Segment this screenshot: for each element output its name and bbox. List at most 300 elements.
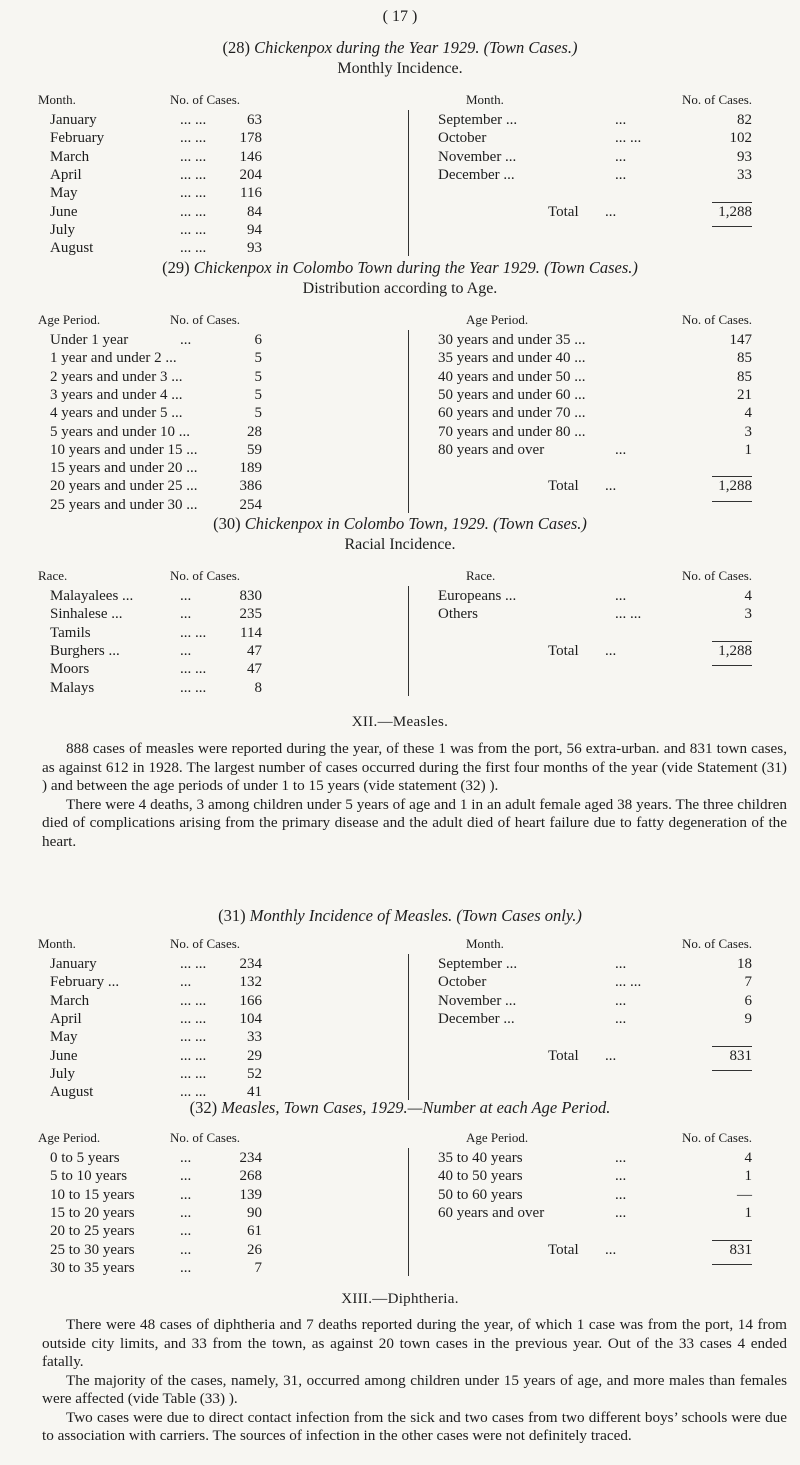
- t32-left-label: 20 to 25 years: [50, 1223, 135, 1240]
- t32-left-row: [0, 1168, 400, 1186]
- t29-total-rule-top: [712, 476, 752, 477]
- t29-right-label: 80 years and over: [438, 441, 545, 458]
- t28-left-label: March: [50, 148, 90, 165]
- t28-left-value: 178: [239, 130, 262, 147]
- t30-left-value: 114: [240, 624, 262, 641]
- t31-right-row: [400, 993, 800, 1011]
- t32-right-dots: ...: [615, 1168, 627, 1185]
- t32-right-value: —: [737, 1186, 752, 1203]
- t32-left-row: [0, 1150, 400, 1168]
- t31-left-row: [0, 993, 400, 1011]
- t32-left-dots: ...: [180, 1186, 192, 1203]
- t31-total-row: [400, 1048, 800, 1066]
- t28-left-row: [0, 130, 400, 148]
- t28-right-value: 82: [737, 112, 752, 128]
- t30-right-row: [400, 606, 800, 624]
- t29-right-row: [400, 405, 800, 423]
- t31-left-row: [0, 956, 400, 974]
- t30-total-dots: ...: [605, 642, 617, 659]
- t28-header-left-label: Month.: [38, 92, 76, 107]
- t29-total-row: [400, 478, 800, 496]
- t29-right-value: 3: [744, 423, 752, 440]
- t31-left-dots: ... ...: [180, 1029, 207, 1046]
- t28-total-rule-bottom: [712, 226, 752, 227]
- t32-total-row: [400, 1242, 800, 1260]
- table-28-subtitle: Monthly Incidence.: [337, 60, 463, 77]
- t32-right-row: [400, 1168, 800, 1186]
- t32-right-row: [400, 1150, 800, 1168]
- table-32-title-italic: Measles, Town Cases, 1929.—Number at each Age Period.: [221, 1098, 611, 1117]
- t29-header-right-count: No. of Cases.: [682, 312, 753, 327]
- t30-left-row: [0, 643, 400, 661]
- t28-left-row: [0, 167, 400, 185]
- table-31-title: [0, 906, 800, 926]
- table-28-title-italic: Chickenpox during the Year 1929.: [254, 38, 480, 57]
- t29-left-value: 386: [239, 478, 262, 495]
- t28-left-value: 116: [240, 185, 262, 202]
- t32-left-value: 90: [247, 1204, 262, 1221]
- t29-left-row: [0, 460, 400, 478]
- t30-left-label: Tamils: [50, 624, 91, 641]
- t29-left-value: 5: [254, 368, 262, 385]
- t30-left-dots: ...: [180, 642, 192, 659]
- t32-header-right-label: Age Period.: [466, 1130, 529, 1145]
- t32-total-rule-top: [712, 1240, 752, 1241]
- t28-right-value: 102: [729, 130, 752, 147]
- t28-left-row: [0, 240, 400, 258]
- t31-right-label: December ...: [438, 1010, 515, 1027]
- t28-left-dots: ... ...: [180, 185, 207, 202]
- t32-right-value: 1: [744, 1204, 752, 1221]
- table-29-title: [0, 258, 800, 278]
- t32-column-divider: [408, 1148, 409, 1276]
- t32-left-dots: ...: [180, 1259, 192, 1276]
- t28-left-dots: ... ...: [180, 240, 207, 257]
- t32-left-dots: ...: [180, 1241, 192, 1258]
- t29-left-value: 5: [254, 350, 262, 367]
- t32-header-right-count: No. of Cases.: [682, 1130, 753, 1145]
- t28-left-label: July: [50, 221, 76, 238]
- t30-left-value: 47: [247, 661, 262, 678]
- t28-right-row: [400, 149, 800, 167]
- t29-left-value: 189: [239, 460, 262, 477]
- t31-right-dots: ...: [615, 1010, 627, 1027]
- t31-right-value: 6: [744, 992, 752, 1009]
- t29-left-row: [0, 405, 400, 423]
- t32-left-label: 0 to 5 years: [50, 1150, 120, 1166]
- t28-left-value: 146: [239, 148, 262, 165]
- t29-right-dots: ...: [615, 441, 627, 458]
- t28-right-dots: ...: [615, 148, 627, 165]
- t31-right-label: October: [438, 974, 487, 991]
- t28-left-label: June: [50, 203, 78, 220]
- table-31-number: (31): [218, 906, 246, 925]
- t29-column-divider: [408, 330, 409, 513]
- t28-right-label: November ...: [438, 148, 517, 165]
- table-29-subtitle: Distribution according to Age.: [302, 280, 498, 297]
- t32-total-dots: ...: [605, 1241, 617, 1258]
- table-31-title-italic: Monthly Incidence of Measles. (Town Cases only.): [249, 906, 582, 925]
- t29-left-label: 1 year and under 2 ...: [50, 350, 177, 367]
- t30-header-left-label: Race.: [38, 568, 68, 583]
- t30-left-value: 47: [247, 642, 262, 659]
- t28-left-dots: ... ...: [180, 148, 207, 165]
- table-30-title: [0, 514, 800, 534]
- t29-left-row: [0, 332, 400, 350]
- t28-right-row: [400, 167, 800, 185]
- t32-left-label: 5 to 10 years: [50, 1168, 128, 1185]
- t28-left-row: [0, 204, 400, 222]
- t29-right-value: 85: [737, 368, 752, 385]
- t28-left-dots: ... ...: [180, 221, 207, 238]
- t29-right-value: 4: [744, 405, 752, 422]
- measles-paragraph-2: There were 4 deaths, 3 among children under 5 years of age and 1 in an adult female aged 38 years. The three children died of complications arising from the primary disease and the adult died of heart failure due to fatty degeneration of the heart.: [42, 795, 787, 850]
- t30-left-label: Burghers ...: [50, 642, 120, 659]
- t32-total-value: 831: [729, 1241, 752, 1258]
- t29-right-label: 40 years and under 50 ...: [438, 368, 586, 385]
- t32-left-label: 25 to 30 years: [50, 1241, 135, 1258]
- t29-right-value: 21: [737, 386, 752, 403]
- table-30-title-italic: Chickenpox in Colombo Town, 1929.: [244, 514, 489, 533]
- t30-total-rule-bottom: [712, 665, 752, 666]
- t30-total-row: [400, 643, 800, 661]
- t30-left-label: Moors: [50, 661, 90, 678]
- t32-left-dots: ...: [180, 1168, 192, 1185]
- t32-left-label: 30 to 35 years: [50, 1259, 135, 1276]
- t29-left-row: [0, 478, 400, 496]
- t28-left-value: 94: [247, 221, 262, 238]
- t28-left-row: [0, 185, 400, 203]
- t30-column-divider: [408, 586, 409, 696]
- t28-total-label: Total: [548, 203, 579, 220]
- t29-right-row: [400, 387, 800, 405]
- t31-total-label: Total: [548, 1047, 579, 1064]
- t30-left-dots: ... ...: [180, 624, 207, 641]
- t30-left-dots: ... ...: [180, 679, 207, 696]
- t29-left-value: 254: [239, 496, 262, 513]
- t28-right-dots: ...: [615, 112, 627, 128]
- t32-left-value: 139: [239, 1186, 262, 1203]
- t30-left-label: Sinhalese ...: [50, 606, 123, 623]
- table-32-number: (32): [189, 1098, 218, 1117]
- t32-header-left-count: No. of Cases.: [170, 1130, 241, 1145]
- t32-right-label: 40 to 50 years: [438, 1168, 523, 1185]
- t29-left-row: [0, 442, 400, 460]
- t28-right-value: 33: [737, 166, 752, 183]
- t28-right-dots: ... ...: [615, 130, 642, 147]
- t30-left-label: Malayalees ...: [50, 588, 134, 604]
- t32-header-left-label: Age Period.: [38, 1130, 101, 1145]
- t30-right-dots: ...: [615, 588, 627, 604]
- t31-header-right-count: No. of Cases.: [682, 936, 753, 951]
- t29-total-dots: ...: [605, 478, 617, 495]
- t30-left-label: Malays: [50, 679, 95, 696]
- t28-header-right-label: Month.: [466, 92, 504, 107]
- t32-right-dots: ...: [615, 1150, 627, 1166]
- page-number: ( 17 ): [382, 8, 418, 25]
- t32-right-row: [400, 1205, 800, 1223]
- t31-right-dots: ...: [615, 992, 627, 1009]
- t29-left-value: 5: [254, 386, 262, 403]
- t32-left-row: [0, 1205, 400, 1223]
- t29-total-label: Total: [548, 478, 579, 495]
- t31-left-label: January: [50, 956, 97, 972]
- t28-right-row: [400, 130, 800, 148]
- t29-left-row: [0, 497, 400, 515]
- t28-right-row: [400, 112, 800, 130]
- t29-right-label: 70 years and under 80 ...: [438, 423, 586, 440]
- t31-right-label: September ...: [438, 956, 518, 972]
- t29-right-value: 147: [729, 332, 752, 348]
- t28-header-right-count: No. of Cases.: [682, 92, 753, 107]
- t31-left-label: March: [50, 992, 90, 1009]
- t32-left-value: 268: [239, 1168, 262, 1185]
- t29-left-value: 6: [254, 332, 262, 348]
- t31-left-label: August: [50, 1084, 94, 1101]
- t31-left-value: 52: [247, 1065, 262, 1082]
- t32-left-row: [0, 1260, 400, 1278]
- t30-left-value: 830: [239, 588, 262, 604]
- t30-left-row: [0, 606, 400, 624]
- t31-total-dots: ...: [605, 1047, 617, 1064]
- t32-right-dots: ...: [615, 1186, 627, 1203]
- t31-total-rule-top: [712, 1046, 752, 1047]
- measles-paragraph-1: 888 cases of measles were reported during the year, of these 1 was from the port, 56 extra-urban. and 831 town cases, as against 612 in 1928. The largest number of cases occurred during the first four months of the year (vide Statement (31) ) and between the age periods of under 1 to 15 years (vide statement (32) ).: [42, 740, 787, 794]
- t29-left-row: [0, 369, 400, 387]
- t29-right-value: 85: [737, 350, 752, 367]
- t31-header-right-label: Month.: [466, 936, 504, 951]
- t31-left-dots: ... ...: [180, 1084, 207, 1101]
- t30-header-right-label: Race.: [466, 568, 496, 583]
- t30-left-dots: ...: [180, 588, 192, 604]
- t31-header-left-count: No. of Cases.: [170, 936, 241, 951]
- t31-left-value: 132: [239, 974, 262, 991]
- t31-left-label: February ...: [50, 974, 120, 991]
- table-30-title-tail: (Town Cases.): [493, 514, 587, 533]
- t28-left-row: [0, 149, 400, 167]
- t32-left-row: [0, 1187, 400, 1205]
- t28-total-rule-top: [712, 202, 752, 203]
- t32-right-value: 4: [744, 1150, 752, 1166]
- t31-left-label: May: [50, 1029, 78, 1046]
- t31-right-value: 18: [737, 956, 752, 972]
- t31-total-rule-bottom: [712, 1070, 752, 1071]
- t28-right-label: December ...: [438, 166, 515, 183]
- t31-left-value: 29: [247, 1047, 262, 1064]
- t28-right-label: October: [438, 130, 487, 147]
- t32-left-dots: ...: [180, 1204, 192, 1221]
- t28-right-dots: ...: [615, 166, 627, 183]
- diphtheria-text: [42, 1316, 787, 1446]
- t32-right-label: 35 to 40 years: [438, 1150, 523, 1166]
- t31-left-dots: ... ...: [180, 1047, 207, 1064]
- t32-left-value: 61: [247, 1223, 262, 1240]
- t31-left-value: 41: [247, 1084, 262, 1101]
- t30-left-value: 235: [239, 606, 262, 623]
- t31-left-row: [0, 1048, 400, 1066]
- t30-total-rule-top: [712, 641, 752, 642]
- t30-left-value: 8: [254, 679, 262, 696]
- t30-left-row: [0, 625, 400, 643]
- t31-left-value: 166: [239, 992, 262, 1009]
- t28-left-value: 84: [247, 203, 262, 220]
- table-28-title: [0, 38, 800, 58]
- t31-column-divider: [408, 954, 409, 1100]
- t29-right-label: 30 years and under 35 ...: [438, 332, 586, 348]
- t31-right-row: [400, 974, 800, 992]
- t29-left-label: 10 years and under 15 ...: [50, 441, 198, 458]
- t28-left-dots: ... ...: [180, 166, 207, 183]
- t29-right-value: 1: [744, 441, 752, 458]
- t32-right-dots: ...: [615, 1204, 627, 1221]
- table-28-number: (28): [222, 38, 251, 57]
- t32-left-value: 26: [247, 1241, 262, 1258]
- t29-left-label: 25 years and under 30 ...: [50, 496, 198, 513]
- t29-left-row: [0, 350, 400, 368]
- t28-left-value: 63: [247, 112, 262, 128]
- table-29-number: (29): [162, 258, 190, 277]
- t30-left-row: [0, 680, 400, 698]
- t29-left-label: 20 years and under 25 ...: [50, 478, 198, 495]
- t29-header-left-label: Age Period.: [38, 312, 101, 327]
- t31-right-row: [400, 956, 800, 974]
- t31-header-left-label: Month.: [38, 936, 76, 951]
- t32-right-label: 60 years and over: [438, 1204, 545, 1221]
- t28-left-dots: ... ...: [180, 112, 207, 128]
- t29-right-row: [400, 369, 800, 387]
- t31-left-dots: ... ...: [180, 1065, 207, 1082]
- t31-left-dots: ... ...: [180, 1010, 207, 1027]
- t31-left-dots: ... ...: [180, 992, 207, 1009]
- t31-right-label: November ...: [438, 992, 517, 1009]
- t28-total-row: [400, 204, 800, 222]
- t31-left-row: [0, 1029, 400, 1047]
- t32-left-label: 10 to 15 years: [50, 1186, 135, 1203]
- t29-total-rule-bottom: [712, 501, 752, 502]
- t28-left-value: 93: [247, 240, 262, 257]
- t29-left-label: 5 years and under 10 ...: [50, 423, 190, 440]
- t29-left-row: [0, 387, 400, 405]
- t28-left-row: [0, 222, 400, 240]
- t29-header-left-count: No. of Cases.: [170, 312, 241, 327]
- t29-right-label: 60 years and under 70 ...: [438, 405, 586, 422]
- t30-left-row: [0, 661, 400, 679]
- t32-left-value: 234: [239, 1150, 262, 1166]
- t29-right-row: [400, 424, 800, 442]
- t29-total-value: 1,288: [718, 478, 752, 495]
- t31-left-value: 234: [239, 956, 262, 972]
- t29-left-label: 4 years and under 5 ...: [50, 405, 183, 422]
- t32-left-dots: ...: [180, 1150, 192, 1166]
- t31-right-value: 9: [744, 1010, 752, 1027]
- t28-left-label: January: [50, 112, 97, 128]
- t29-left-value: 59: [247, 441, 262, 458]
- t30-right-label: Europeans ...: [438, 588, 517, 604]
- table-32-title: [0, 1098, 800, 1118]
- t29-right-row: [400, 442, 800, 460]
- t29-left-dots: ...: [180, 332, 192, 348]
- table-29-title-tail: (Town Cases.): [544, 258, 638, 277]
- t28-header-left-count: No. of Cases.: [170, 92, 241, 107]
- t32-right-value: 1: [744, 1168, 752, 1185]
- t31-right-dots: ... ...: [615, 974, 642, 991]
- t31-left-dots: ...: [180, 974, 192, 991]
- t29-left-row: [0, 424, 400, 442]
- t30-right-row: [400, 588, 800, 606]
- t29-left-label: Under 1 year: [50, 332, 129, 348]
- t30-right-value: 4: [744, 588, 752, 604]
- t32-right-label: 50 to 60 years: [438, 1186, 523, 1203]
- t31-left-label: June: [50, 1047, 78, 1064]
- t30-left-row: [0, 588, 400, 606]
- t30-left-dots: ... ...: [180, 661, 207, 678]
- t29-right-label: 35 years and under 40 ...: [438, 350, 586, 367]
- t29-left-label: 3 years and under 4 ...: [50, 386, 183, 403]
- t31-left-dots: ... ...: [180, 956, 207, 972]
- t31-total-value: 831: [729, 1047, 752, 1064]
- t31-left-label: July: [50, 1065, 76, 1082]
- t32-left-dots: ...: [180, 1223, 192, 1240]
- t28-left-dots: ... ...: [180, 130, 207, 147]
- t28-left-label: August: [50, 240, 94, 257]
- t30-header-left-count: No. of Cases.: [170, 568, 241, 583]
- t30-header-right-count: No. of Cases.: [682, 568, 753, 583]
- t32-right-row: [400, 1187, 800, 1205]
- table-30-subtitle: Racial Incidence.: [344, 536, 456, 553]
- t28-total-value: 1,288: [718, 203, 752, 220]
- t32-left-value: 7: [254, 1259, 262, 1276]
- t29-right-label: 50 years and under 60 ...: [438, 386, 586, 403]
- t28-left-label: May: [50, 185, 78, 202]
- t28-column-divider: [408, 110, 409, 256]
- t32-left-row: [0, 1223, 400, 1241]
- t28-left-dots: ... ...: [180, 203, 207, 220]
- t31-left-label: April: [50, 1010, 82, 1027]
- t29-left-value: 5: [254, 405, 262, 422]
- t28-left-label: February: [50, 130, 105, 147]
- t28-right-value: 93: [737, 148, 752, 165]
- t31-left-row: [0, 974, 400, 992]
- t30-total-label: Total: [548, 642, 579, 659]
- t30-right-label: Others: [438, 606, 478, 623]
- t29-right-row: [400, 350, 800, 368]
- diphtheria-paragraph-3: Two cases were due to direct contact infection from the sick and two cases from two different boys’ schools were due to association with carriers. The sources of infection in the other cases were not definitely traced.: [42, 1408, 787, 1444]
- t29-header-right-label: Age Period.: [466, 312, 529, 327]
- t28-left-label: April: [50, 166, 82, 183]
- diphtheria-heading: XIII.—Diphtheria.: [341, 1291, 459, 1307]
- t31-left-row: [0, 1066, 400, 1084]
- t30-total-value: 1,288: [718, 642, 752, 659]
- t32-left-label: 15 to 20 years: [50, 1204, 135, 1221]
- table-28-title-tail: (Town Cases.): [483, 38, 578, 57]
- t31-right-value: 7: [744, 974, 752, 991]
- t30-right-value: 3: [744, 606, 752, 623]
- t28-left-row: [0, 112, 400, 130]
- table-30-number: (30): [213, 514, 241, 533]
- measles-text: [42, 740, 787, 851]
- t31-left-value: 104: [239, 1010, 262, 1027]
- t29-left-label: 15 years and under 20 ...: [50, 460, 198, 477]
- measles-heading: XII.—Measles.: [351, 714, 449, 730]
- t30-left-dots: ...: [180, 606, 192, 623]
- t29-right-row: [400, 332, 800, 350]
- t30-right-dots: ... ...: [615, 606, 642, 623]
- table-29-title-italic: Chickenpox in Colombo Town during the Year 1929.: [193, 258, 540, 277]
- diphtheria-paragraph-2: The majority of the cases, namely, 31, occurred among children under 15 years of age, and more males than females were affected (vide Table (33) ).: [42, 1371, 787, 1407]
- t31-right-row: [400, 1011, 800, 1029]
- t29-left-value: 28: [247, 423, 262, 440]
- t28-right-label: September ...: [438, 112, 518, 128]
